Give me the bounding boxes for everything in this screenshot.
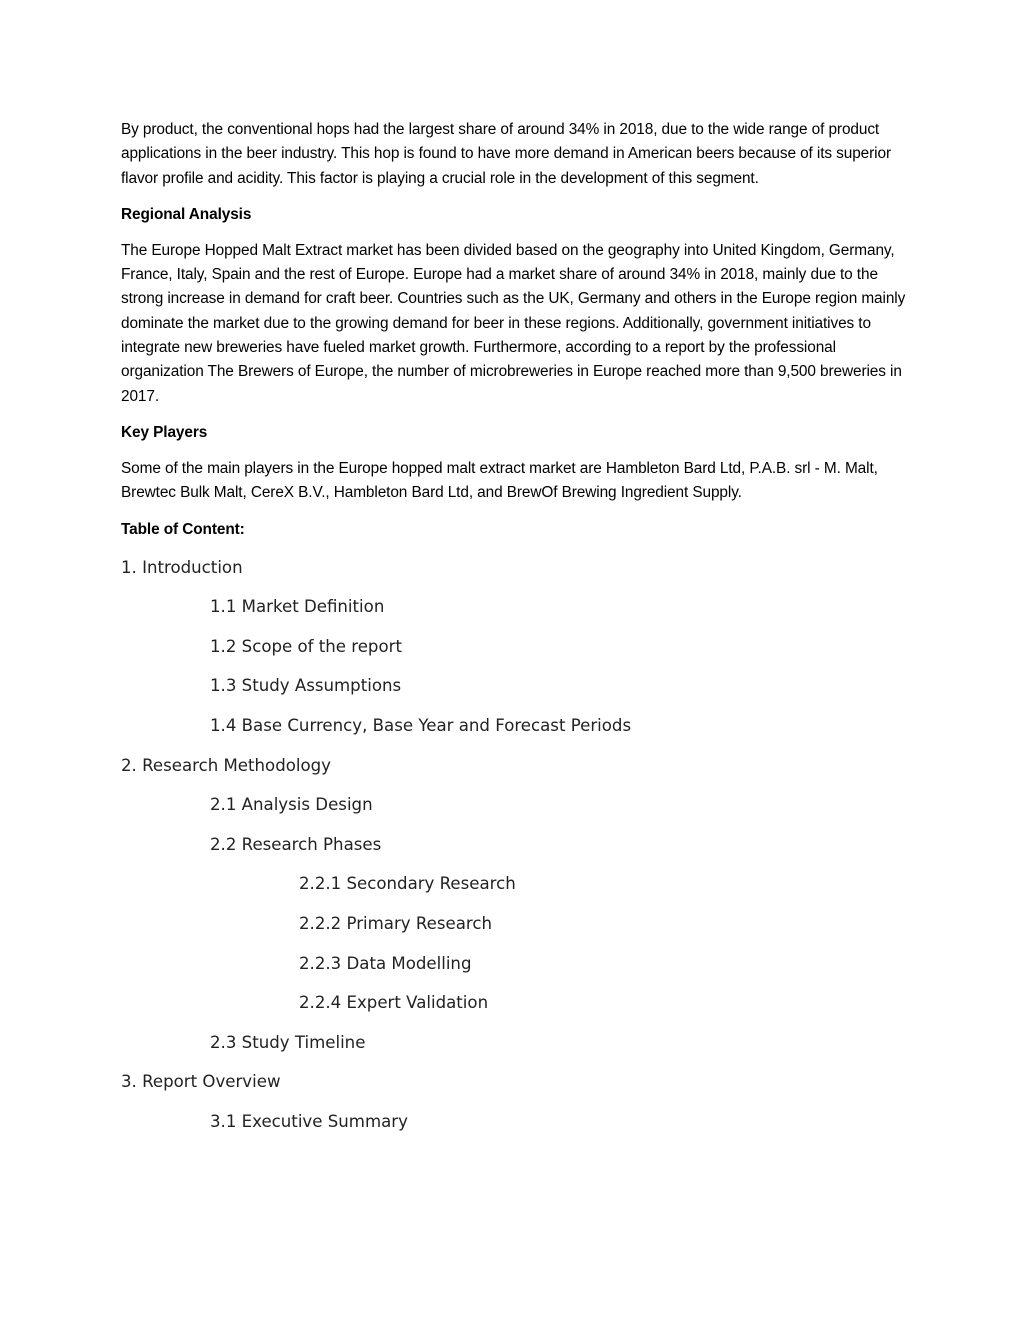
toc-item-research-phases: 2.2 Research Phases bbox=[210, 834, 382, 854]
table-of-contents bbox=[121, 556, 911, 1150]
toc-item-study-timeline: 2.3 Study Timeline bbox=[210, 1032, 366, 1052]
toc-item-primary-research: 2.2.2 Primary Research bbox=[299, 913, 493, 933]
document-page bbox=[121, 118, 911, 1149]
toc-item-analysis-design: 2.1 Analysis Design bbox=[210, 795, 373, 815]
regional-analysis-heading: Regional Analysis bbox=[121, 205, 252, 223]
toc-item-market-definition: 1.1 Market Definition bbox=[210, 597, 385, 617]
product-paragraph: By product, the conventional hops had the largest share of around 34% in 2018, due to the wide range of product applications in the beer industry. This hop is found to have more demand in American beers because of its superior flavor profile and acidity. This factor is playing a crucial role in the development of this segment. bbox=[121, 121, 891, 187]
toc-item-secondary-research: 2.2.1 Secondary Research bbox=[299, 874, 516, 894]
toc-item-research-methodology: 2. Research Methodology bbox=[121, 755, 331, 775]
regional-analysis-paragraph: The Europe Hopped Malt Extract market has been divided based on the geography into United Kingdom, Germany, France, Italy, Spain and the rest of Europe. Europe had a market share of around 34% in 2018, mainly due to the strong increase in demand for craft beer. Countries such as the UK, Germany and others in the Europe region mainly dominate the market due to the growing demand for beer in these regions. Additionally, government initiatives to integrate new breweries have fueled market growth. Furthermore, according to a report by the professional organization The Brewers of Europe, the number of microbreweries in Europe reached more than 9,500 breweries in 2017. bbox=[121, 241, 906, 405]
toc-item-study-assumptions: 1.3 Study Assumptions bbox=[210, 676, 402, 696]
toc-item-scope-of-report: 1.2 Scope of the report bbox=[210, 636, 402, 656]
toc-item-introduction: 1. Introduction bbox=[121, 557, 243, 577]
toc-item-report-overview: 3. Report Overview bbox=[121, 1072, 281, 1092]
key-players-paragraph: Some of the main players in the Europe hopped malt extract market are Hambleton Bard Ltd, P.A.B. srl - M. Malt, Brewtec Bulk Malt, CereX B.V., Hambleton Bard Ltd, and BrewOf Brewing Ingredient Supply. bbox=[121, 459, 878, 502]
toc-item-executive-summary: 3.1 Executive Summary bbox=[210, 1111, 408, 1131]
toc-item-base-currency: 1.4 Base Currency, Base Year and Forecast Periods bbox=[210, 715, 632, 735]
toc-item-expert-validation: 2.2.4 Expert Validation bbox=[299, 993, 489, 1013]
table-of-content-heading: Table of Content: bbox=[121, 520, 245, 538]
toc-item-data-modelling: 2.2.3 Data Modelling bbox=[299, 953, 472, 973]
key-players-heading: Key Players bbox=[121, 423, 208, 441]
